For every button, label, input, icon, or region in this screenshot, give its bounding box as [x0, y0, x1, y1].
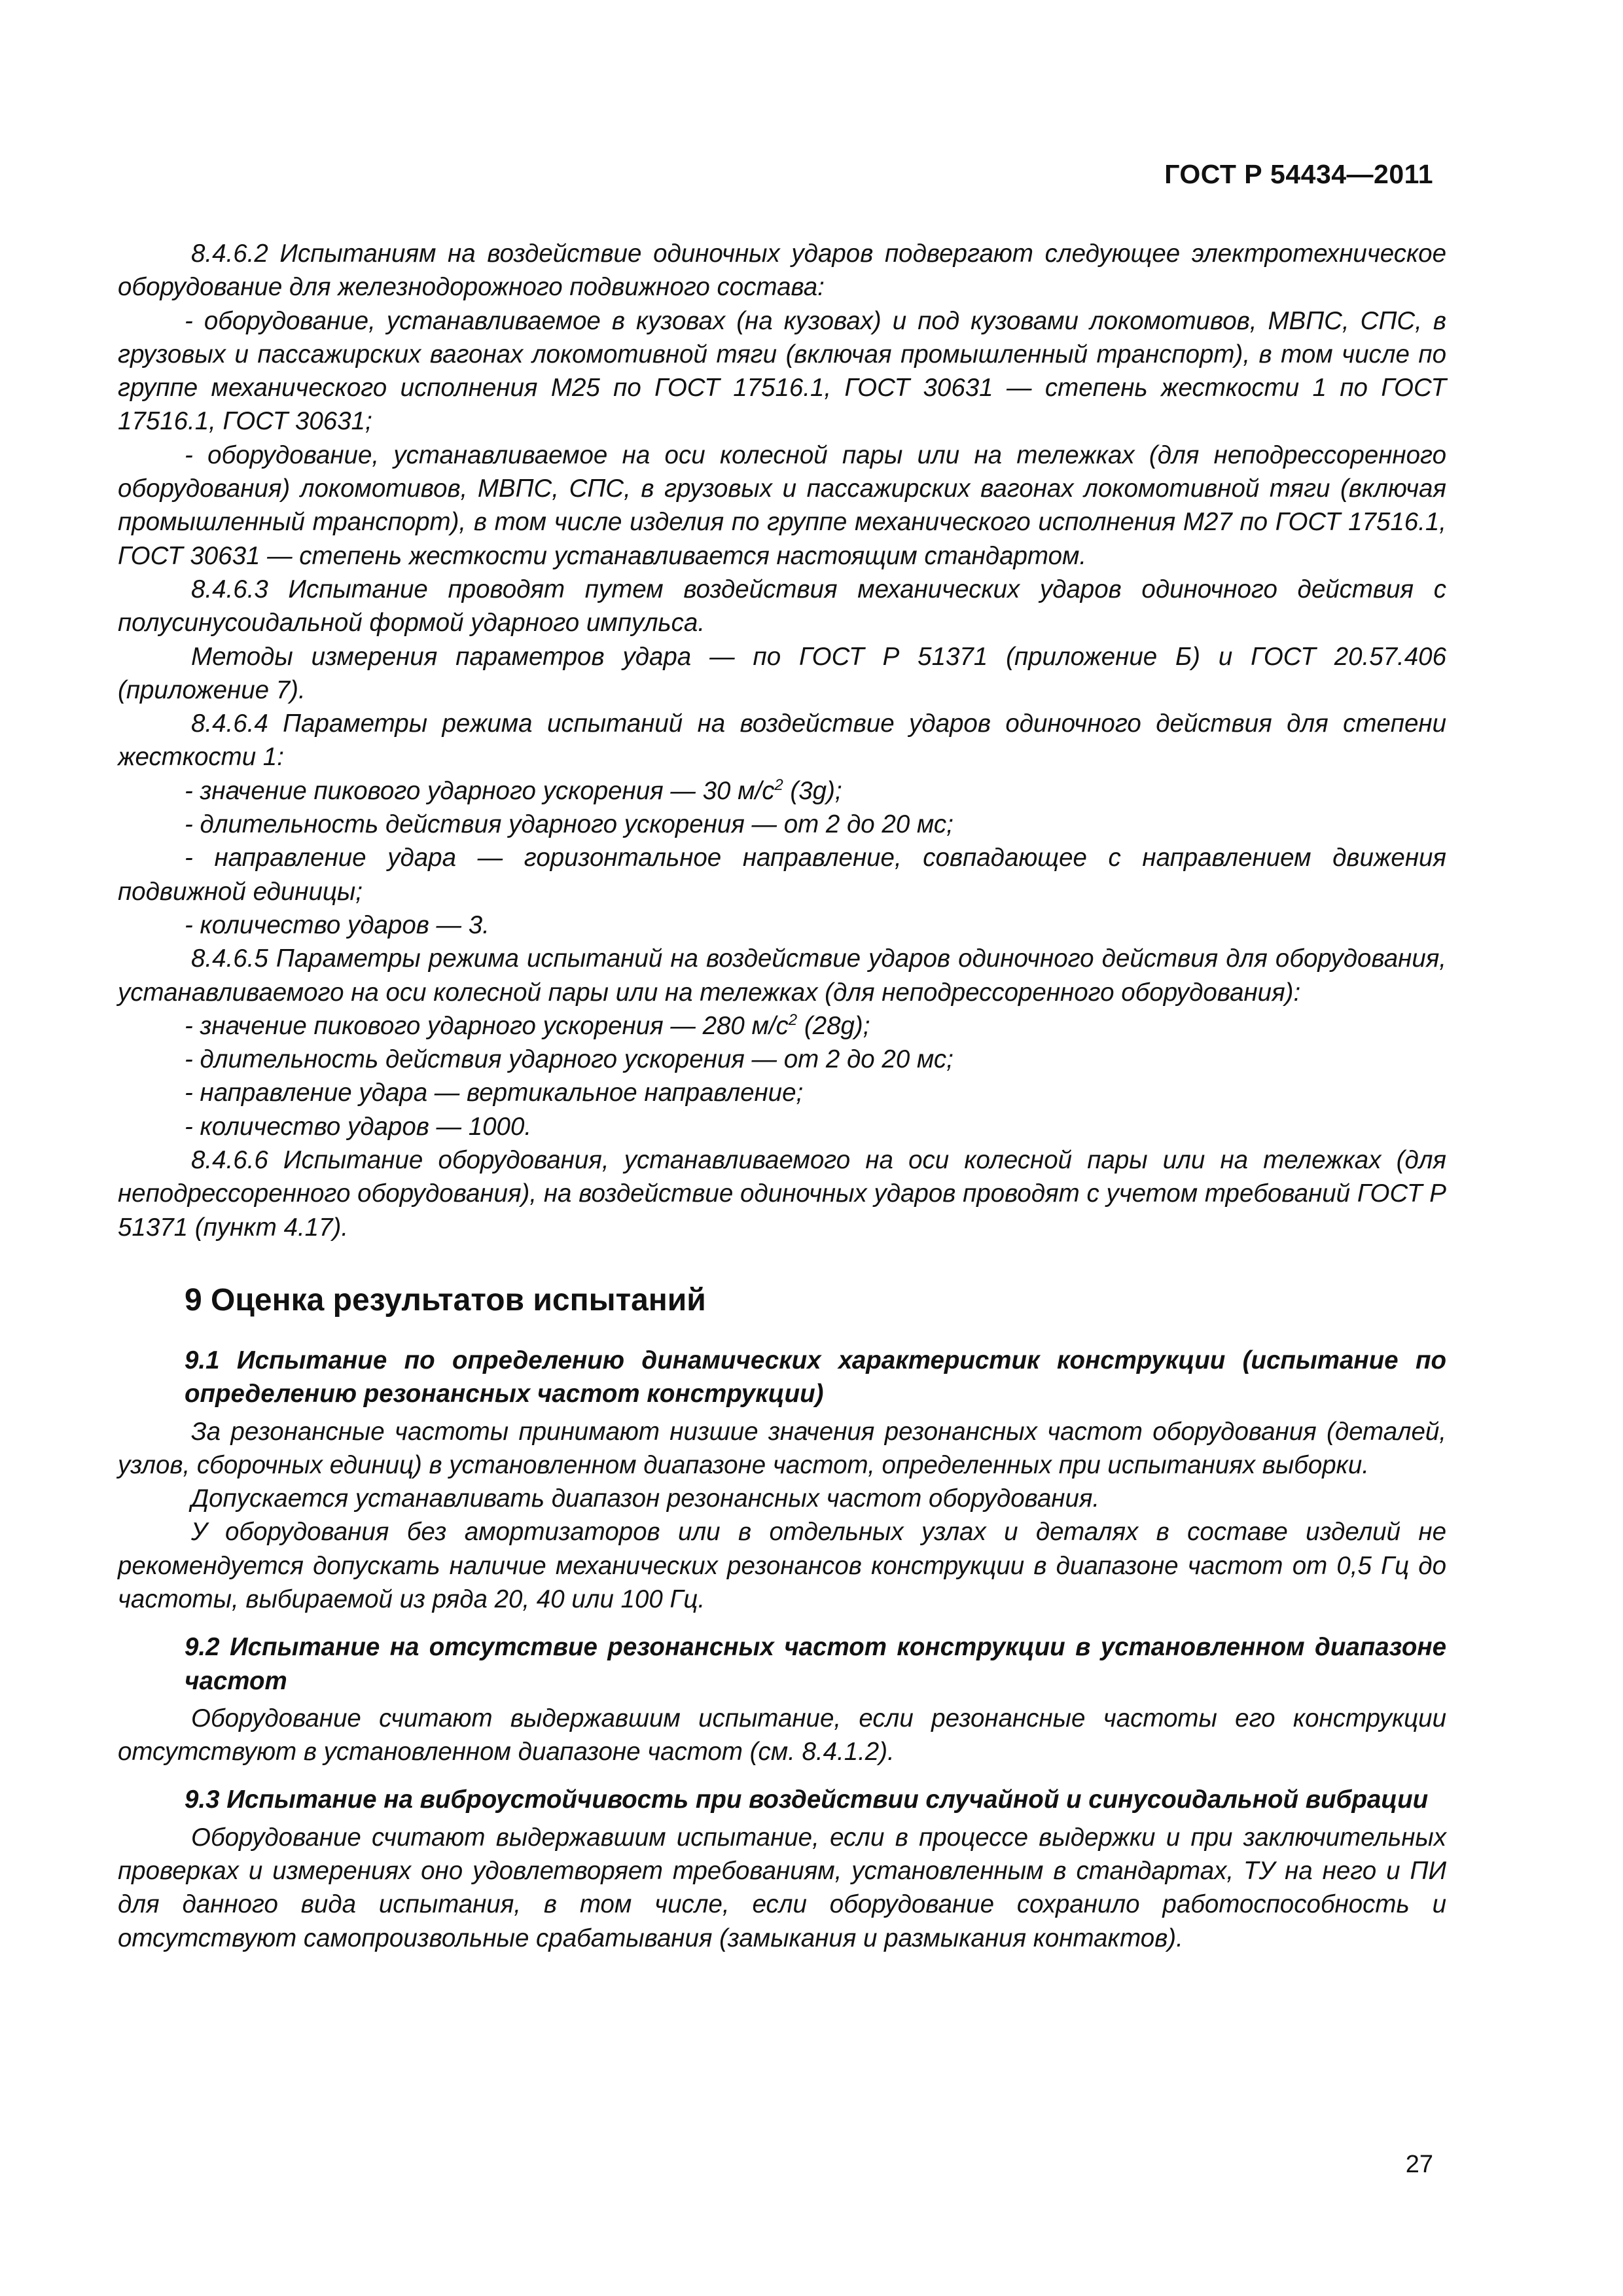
paragraph-8-4-6-2: 8.4.6.2 Испытаниям на воздействие одиночных ударов подвергают следующее электротехническое оборудование для железнодорожного подвижного состава: — [118, 240, 1446, 302]
paragraph-8-4-6-4: 8.4.6.4 Параметры режима испытаний на воздействие ударов одиночного действия для степени жесткости 1: — [118, 709, 1446, 772]
paragraph-9-2: Оборудование считают выдержавшим испытание, если резонансные частоты его конструкции отсутствуют в установленном диапазоне частот (см. 8.4.1.2). — [118, 1704, 1446, 1767]
list-item: - длительность действия ударного ускорения — от 2 до 20 мс; — [185, 810, 954, 839]
list-item-text: (28g); — [797, 1011, 870, 1040]
section-9-title: 9 Оценка результатов испытаний — [185, 1282, 706, 1318]
paragraph-8-4-6-6: 8.4.6.6 Испытание оборудования, устанавливаемого на оси колесной пары или на тележках (для неподрессоренного оборудования), на воздействие одиночных ударов проводят с учетом требований ГОСТ Р 51371 (пункт 4.17). — [118, 1146, 1446, 1242]
paragraph-8-4-6-5: 8.4.6.5 Параметры режима испытаний на воздействие ударов одиночного действия для оборудования, устанавливаемого на оси колесной пары или на тележках (для неподрессоренного оборудования): — [118, 944, 1446, 1007]
list-item: - направление удара — вертикальное направление; — [185, 1079, 804, 1107]
spacer — [118, 1768, 1446, 1778]
spacer — [118, 1616, 1446, 1625]
list-item — [118, 774, 1446, 808]
list-item: - оборудование, устанавливаемое в кузовах (на кузовах) и под кузовами локомотивов, МВПС, СПС, в грузовых и пассажирских вагонах локомотивной тяги (включая промышленный транспорт), в том числе по группе механического исполнения М25 по ГОСТ 17516.1, ГОСТ 30631 — степень жесткости 1 по ГОСТ 17516.1, ГОСТ 30631; — [118, 306, 1446, 436]
list-item: - направление удара — горизонтальное направление, совпадающее с направлением движения подвижной единицы; — [118, 844, 1446, 906]
subsection-9-2-title: 9.2 Испытание на отсутствие резонансных частот конструкции в установленном диапазоне частот — [185, 1633, 1446, 1695]
list-item: - длительность действия ударного ускорения — от 2 до 20 мс; — [185, 1045, 954, 1074]
list-item: - количество ударов — 3. — [185, 910, 490, 939]
paragraph-methods: Методы измерения параметров удара — по ГОСТ Р 51371 (приложение Б) и ГОСТ 20.57.406 (приложение 7). — [118, 642, 1446, 704]
list-item-text: (3g); — [783, 776, 842, 805]
paragraph-9-1-b: Допускается устанавливать диапазон резонансных частот оборудования. — [191, 1484, 1100, 1513]
paragraph-9-1-c: У оборудования без амортизаторов или в отдельных узлах и деталях в составе изделий не рекомендуется допускать наличие механических резонансов конструкции в диапазоне частот от 0,5 Гц до частоты, выбираемой из ряда 20, 40 или 100 Гц. — [118, 1518, 1446, 1613]
list-item: - оборудование, устанавливаемое на оси колесной пары или на тележках (для неподрессоренного оборудования) локомотивов, МВПС, СПС, в грузовых и пассажирских вагонах локомотивной тяги (включая промышленный транспорт), в том числе изделия по группе механического исполнения М27 по ГОСТ 17516.1, ГОСТ 30631 — степень жесткости устанавливается настоящим стандартом. — [118, 440, 1446, 570]
page-number: 27 — [1405, 2151, 1433, 2178]
paragraph-9-1-a: За резонансные частоты принимают низшие значения резонансных частот оборудования (деталей, узлов, сборочных единиц) в установленном диапазоне частот, определенных при испытаниях выборки. — [118, 1417, 1446, 1479]
paragraph-9-3: Оборудование считают выдержавшим испытание, если в процессе выдержки и при заключительных проверках и измерениях оно удовлетворяет требованиям, установленным в стандартах, ТУ на него и ПИ для данного вида испытания, в том числе, если оборудование сохранило работоспособность и отсутствуют самопроизвольные срабатывания (замыкания и размыкания контактов). — [118, 1823, 1446, 1952]
paragraph-8-4-6-3: 8.4.6.3 Испытание проводят путем воздействия механических ударов одиночного действия с полусинусоидальной формой ударного импульса. — [118, 575, 1446, 637]
document-body — [118, 237, 1446, 1955]
subsection-9-3-title: 9.3 Испытание на виброустойчивость при воздействии случайной и синусоидальной вибрации — [185, 1785, 1429, 1814]
list-item: - количество ударов — 1000. — [185, 1112, 532, 1141]
subsection-9-1-title: 9.1 Испытание по определению динамических характеристик конструкции (испытание по определению резонансных частот конструкции) — [185, 1346, 1446, 1408]
list-item-text: - значение пикового ударного ускорения — 30 м/с — [185, 776, 775, 805]
list-item-text: - значение пикового ударного ускорения — 280 м/с — [185, 1011, 789, 1040]
superscript: 2 — [774, 776, 783, 794]
superscript: 2 — [788, 1011, 798, 1029]
document-header-code: ГОСТ Р 54434—2011 — [1164, 159, 1433, 189]
list-item — [118, 1009, 1446, 1043]
